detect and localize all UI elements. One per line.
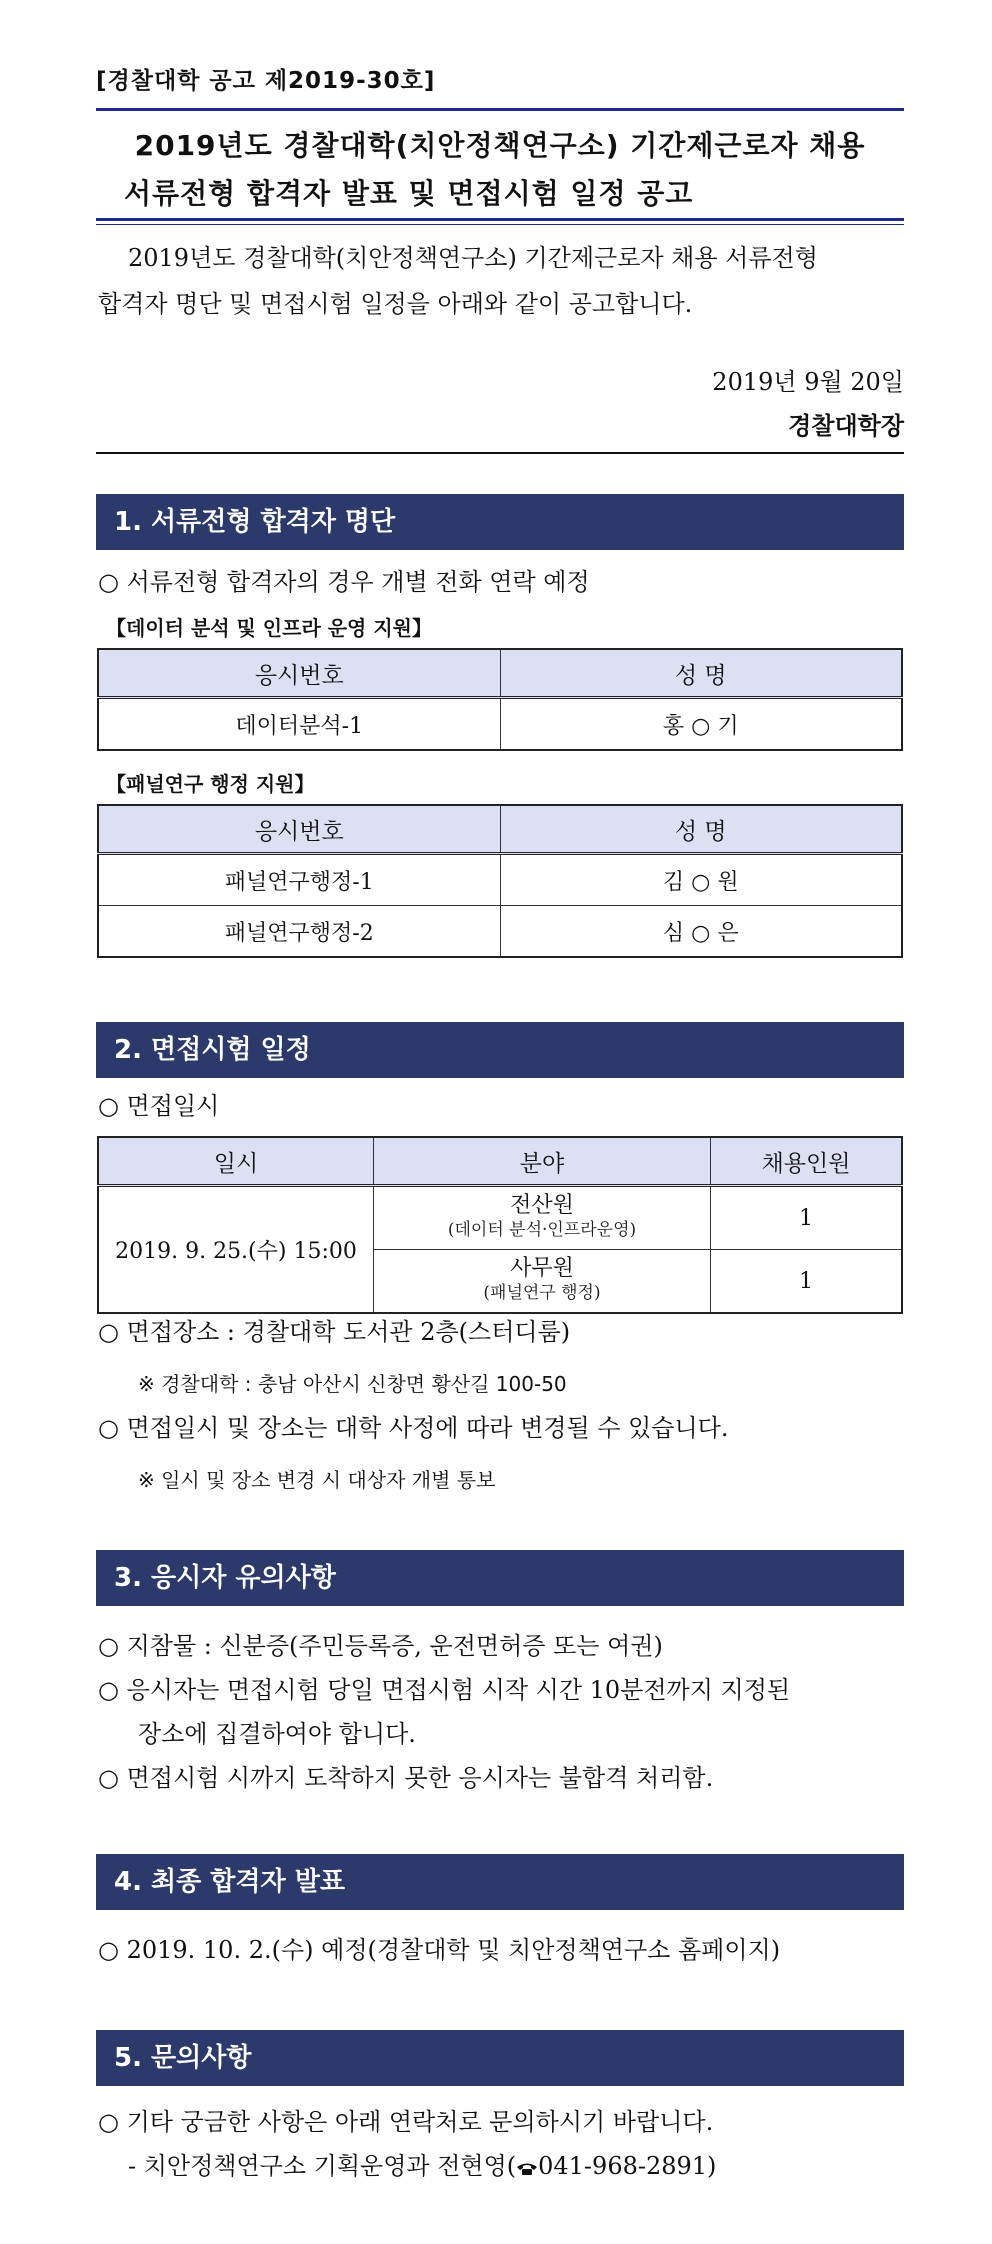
group-1-title: 【데이터 분석 및 인프라 운영 지원】 <box>106 616 432 640</box>
headcount: 1 <box>711 1186 903 1250</box>
col-exam-number: 응시번호 <box>98 649 500 698</box>
section-1-heading: 1. 서류전형 합격자 명단 <box>96 494 904 550</box>
title-line-2: 서류전형 합격자 발표 및 면접시험 일정 공고 <box>124 177 694 210</box>
contact-prefix: - 치안정책연구소 기획운영과 전현영( <box>128 2152 517 2180</box>
interview-schedule-table <box>97 1136 903 1314</box>
address-note: ※ 경찰대학 : 충남 아산시 신창면 황산길 100-50 <box>138 1372 567 1396</box>
section-5-heading: 5. 문의사항 <box>96 2030 904 2086</box>
col-field: 분야 <box>374 1137 711 1186</box>
table-row <box>98 698 902 751</box>
intro-line-1: 2019년도 경찰대학(치안정책연구소) 기간제근로자 채용 서류전형 <box>128 244 818 272</box>
contact-line <box>128 2144 716 2188</box>
title-bottom-rule-thin <box>96 224 904 225</box>
contact-phone: 041-968-2891 <box>538 2152 708 2180</box>
section-1-bullet: ○ 서류전형 합격자의 경우 개별 전화 연락 예정 <box>98 568 590 596</box>
notice-date: 2019년 9월 20일 <box>712 368 904 396</box>
field-cell <box>374 1186 711 1250</box>
header-end-rule <box>96 452 904 454</box>
table-row <box>98 854 902 906</box>
col-exam-number: 응시번호 <box>98 805 500 854</box>
notice-item-1: ○ 지참물 : 신분증(주민등록증, 운전면허증 또는 여권) <box>98 1632 663 1660</box>
interview-place: ○ 면접장소 : 경찰대학 도서관 2층(스터디룸) <box>98 1318 571 1346</box>
field-detail: (패널연구 행정) <box>483 1283 601 1303</box>
col-headcount: 채용인원 <box>711 1137 903 1186</box>
applicant-name: 김 ○ 원 <box>500 854 902 906</box>
headcount: 1 <box>711 1250 903 1314</box>
applicant-name: 홍 ○ 기 <box>500 698 902 751</box>
field-cell <box>374 1250 711 1314</box>
section-2-bullet: ○ 면접일시 <box>98 1092 220 1120</box>
table-row <box>98 906 902 958</box>
group-1-table <box>97 648 903 751</box>
group-2-title: 【패널연구 행정 지원】 <box>106 772 315 796</box>
section-3-heading: 3. 응시자 유의사항 <box>96 1550 904 1606</box>
title-bottom-rule <box>96 218 904 221</box>
notice-number: [경찰대학 공고 제2019-30호] <box>96 68 436 94</box>
title-line-1: 2019년도 경찰대학(치안정책연구소) 기간제근로자 채용 <box>134 129 866 162</box>
col-name: 성 명 <box>500 649 902 698</box>
exam-number: 데이터분석-1 <box>98 698 500 751</box>
exam-number: 패널연구행정-2 <box>98 906 500 958</box>
notice-item-2: ○ 응시자는 면접시험 당일 면접시험 시작 시간 10분전까지 지정된 <box>98 1676 791 1704</box>
change-note: ※ 일시 및 장소 변경 시 대상자 개별 통보 <box>138 1468 496 1492</box>
final-result-item: ○ 2019. 10. 2.(수) 예정(경찰대학 및 치안정책연구소 홈페이지) <box>98 1936 781 1964</box>
interview-datetime: 2019. 9. 25.(수) 15:00 <box>98 1186 374 1314</box>
field-name: 사무원 <box>510 1256 574 1281</box>
inquiry-item: ○ 기타 궁금한 사항은 아래 연락처로 문의하시기 바랍니다. <box>98 2108 714 2136</box>
issuer: 경찰대학장 <box>788 412 904 440</box>
title-top-rule <box>96 108 904 111</box>
intro-line-2: 합격자 명단 및 면접시험 일정을 아래와 같이 공고합니다. <box>98 290 693 318</box>
exam-number: 패널연구행정-1 <box>98 854 500 906</box>
phone-icon <box>516 2146 538 2160</box>
section-4-heading: 4. 최종 합격자 발표 <box>96 1854 904 1910</box>
field-name: 전산원 <box>510 1193 574 1218</box>
col-name: 성 명 <box>500 805 902 854</box>
applicant-name: 심 ○ 은 <box>500 906 902 958</box>
col-datetime: 일시 <box>98 1137 374 1186</box>
change-notice: ○ 면접일시 및 장소는 대학 사정에 따라 변경될 수 있습니다. <box>98 1414 729 1442</box>
contact-suffix: ) <box>707 2152 717 2180</box>
table-row <box>98 1186 902 1250</box>
section-2-heading: 2. 면접시험 일정 <box>96 1022 904 1078</box>
field-detail: (데이터 분석·인프라운영) <box>447 1220 637 1240</box>
notice-item-2-cont: 장소에 집결하여야 합니다. <box>138 1720 416 1748</box>
group-2-table <box>97 804 903 958</box>
notice-item-3: ○ 면접시험 시까지 도착하지 못한 응시자는 불합격 처리함. <box>98 1764 714 1792</box>
